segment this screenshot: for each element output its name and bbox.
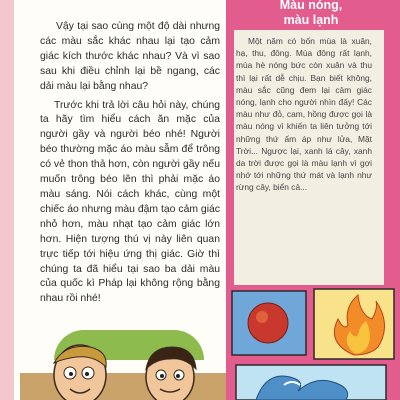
ground-shape xyxy=(20,373,226,400)
cartoon-illustration xyxy=(20,333,226,400)
sidebar-title: Màu nóng, màu lạnh xyxy=(279,0,343,27)
main-article xyxy=(40,20,220,311)
hot-cold-illustrations xyxy=(226,285,400,400)
paragraph: Vậy tại sao cùng một độ dài nhưng các màu sắc khác nhau lại tạo cảm giác kích thước khác nhau? Và vì sao sau khi điều chỉnh lại bề ngang, các dải màu lại bằng nhau? xyxy=(40,21,220,92)
page-edge-stripe xyxy=(0,0,14,400)
paragraph: Trước khi trả lời câu hỏi này, chúng ta hãy tìm hiểu cách ăn mặc của người gầy và người béo nhé! Người béo thường mặc áo màu sẫm để trông có vẻ thon thả hơn, còn người gầy nếu muốn trông béo lên thì phải mặc áo màu sáng. Nói cách khác, cùng một chiếc áo nhưng màu đậm tạo cảm giác nhỏ hơn, màu nhạt tạo cảm giác lớn hơn. Hiện tượng thú vị này liên quan trực tiếp tới hiệu ứng thị giác. Giờ thì chúng ta đã hiểu tại sao ba dải màu của quốc kì Pháp lại không rộng bằng nhau rồi nhé! xyxy=(40,99,220,305)
cartoon-boy-right xyxy=(146,347,196,400)
fire-illustration xyxy=(314,289,394,359)
sidebar-body: Một năm có bốn mùa là xuân, hạ, thu, đông. Mùa đông rất lạnh, mùa hè nóng bức còn xuân và thu thì lại rất dễ chịu. Bạn biết không, màu sắc cũng đem lại cảm giác nóng, lạnh cho người nhìn đấy! Các màu như đỏ, cam, hồng được gọi là màu nóng vì khiến ta liên tưởng tới những thứ ấm áp như lửa, Mặt Trời... Ngược lại, xanh lá cây, xanh da trời được gọi là màu lạnh vì gợi nhớ tới những thứ mát và lạnh như rừng cây, biển cả... xyxy=(236,36,372,193)
sun-illustration xyxy=(232,291,306,355)
cartoon-boy-left xyxy=(54,345,106,400)
water-illustration xyxy=(236,365,386,400)
sidebar-title-band xyxy=(226,0,400,30)
